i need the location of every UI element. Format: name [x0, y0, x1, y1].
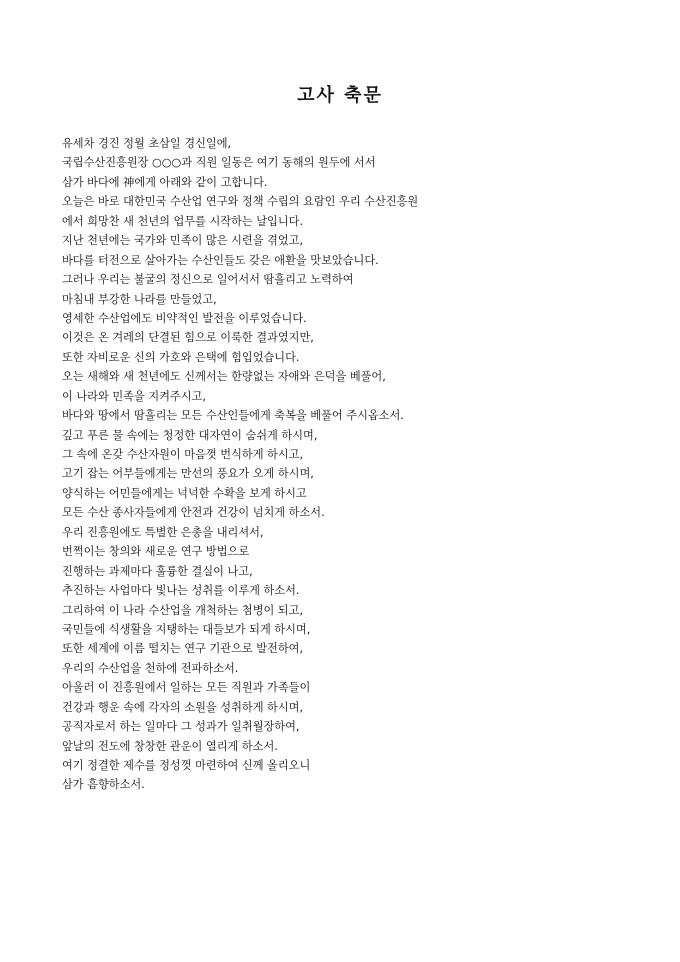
text-line: 오는 새해와 새 천년에도 신께서는 한량없는 자애와 은덕을 베풀어,: [62, 370, 386, 384]
document-body: [62, 134, 662, 795]
text-line: 영세한 수산업에도 비약적인 발전을 이루었습니다.: [62, 311, 307, 325]
text-line: 마침내 부강한 나라를 만들었고,: [62, 292, 217, 306]
text-line: 추진하는 사업마다 빛나는 성취를 이루게 하소서.: [62, 584, 300, 598]
text-line: 국민들에 식생활을 지탱하는 대들보가 되게 하시며,: [62, 622, 311, 636]
text-line: 또한 세계에 이름 떨치는 연구 기관으로 발전하여,: [62, 642, 304, 656]
text-line: 아울러 이 진흥원에서 일하는 모든 직원과 가족들이: [62, 681, 311, 695]
text-line: 삼가 바다에 神에게 아래와 같이 고합니다.: [62, 175, 268, 189]
text-line: 에서 희망찬 새 천년의 업무를 시작하는 날입니다.: [62, 214, 304, 228]
text-line: 오늘은 바로 대한민국 수산업 연구와 정책 수립의 요람인 우리 수산진흥원: [62, 195, 419, 209]
text-line: 국립수산진흥원장 ○○○과 직원 일동은 여기 동해의 원두에 서서: [62, 156, 376, 170]
text-line: 그러나 우리는 불굴의 정신으로 일어서서 땀흘리고 노력하여: [62, 273, 354, 287]
document-title: 고사 축문: [297, 85, 383, 106]
text-line: 고기 잡는 어부들에게는 만선의 풍요가 오게 하시며,: [62, 467, 314, 481]
text-line: 공직자로서 하는 일마다 그 성과가 일취월장하여,: [62, 720, 300, 734]
text-line: 번쩍이는 창의와 새로운 연구 방법으로: [62, 545, 250, 559]
text-line: 여기 정결한 제수를 정성껏 마련하여 신께 올리오니: [62, 759, 311, 772]
text-line: 삼가 흠향하소서.: [62, 778, 145, 792]
text-line: 바다를 터전으로 살아가는 수산인들도 갖은 애환을 맛보았습니다.: [62, 253, 379, 267]
text-line: 이것은 온 겨레의 단결된 힘으로 이룩한 결과였지만,: [62, 331, 314, 345]
text-line: 유세차 경진 정월 초삼일 경신일에,: [62, 137, 232, 150]
text-line: 양식하는 어민들에게는 넉넉한 수확을 보게 하시고: [62, 486, 307, 500]
text-line: 모든 수산 종사자들에게 안전과 건강이 넘치게 하소서.: [62, 506, 325, 520]
text-line: 건강과 행운 속에 각자의 소원을 성취하게 하시며,: [62, 700, 304, 714]
text-line: 깊고 푸른 물 속에는 청정한 대자연이 숨쉬게 하시며,: [62, 428, 318, 442]
text-line: 그리하여 이 나라 수산업을 개척하는 첨병이 되고,: [62, 603, 304, 617]
text-line: 지난 천년에는 국가와 민족이 많은 시련을 겪었고,: [62, 234, 304, 248]
text-line: 앞날의 전도에 창창한 관운이 열리게 하소서.: [62, 739, 278, 753]
text-line: 그 속에 온갖 수산자원이 마음껏 번식하게 하시고,: [62, 448, 304, 461]
text-line: 우리 진흥원에도 특별한 은총을 내리셔서,: [62, 525, 264, 539]
text-line: 우리의 수산업을 천하에 전파하소서.: [62, 661, 239, 675]
text-line: 바다와 땅에서 땀흘리는 모든 수산인들에게 축복을 베풀어 주시옵소서.: [62, 409, 404, 423]
text-line: 또한 자비로운 신의 가호와 은택에 힘입었습니다.: [62, 350, 300, 364]
text-line: 진행하는 과제마다 훌륭한 결실이 나고,: [62, 564, 253, 578]
text-line: 이 나라와 민족을 지켜주시고,: [62, 389, 206, 403]
